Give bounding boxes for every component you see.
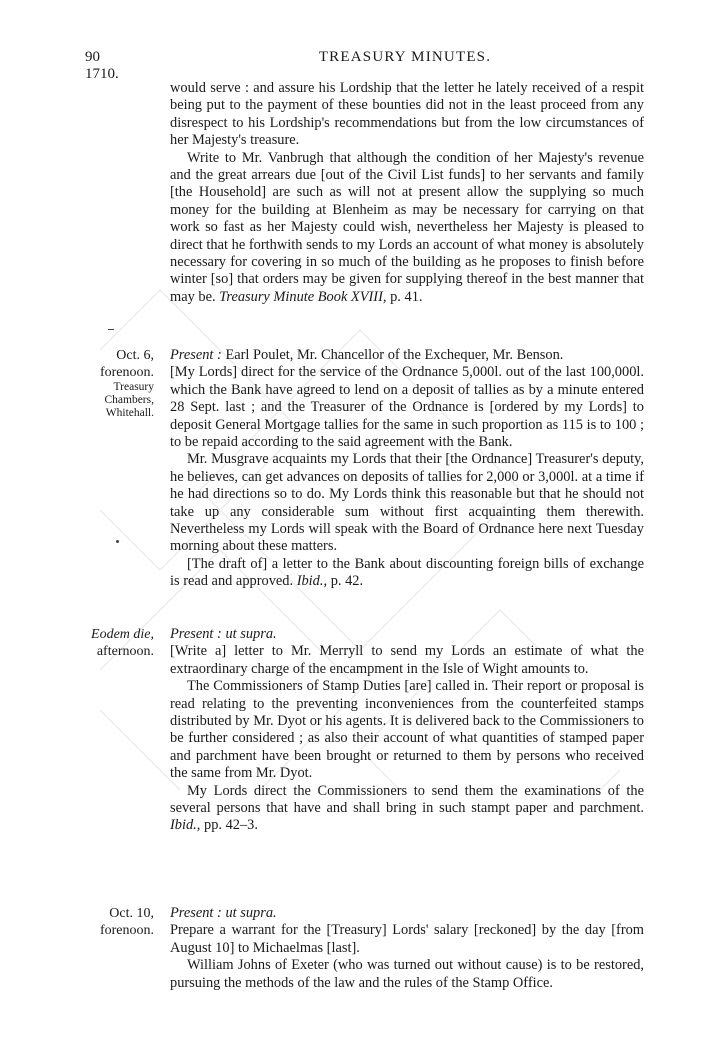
entry-body — [170, 347, 644, 591]
page-number: 90 — [85, 49, 100, 65]
present-line: Present : Earl Poulet, Mr. Chancellor of the Exchequer, Mr. Benson. — [170, 347, 564, 363]
source-reference: Treasury Minute Book XVIII, — [219, 288, 387, 305]
entry-paragraph: [My Lords] direct for the service of the Ordnance 5,000l. out of the last 100,000l. which the Bank have agreed to lend on a deposit of tallies as by a minute entered 28 Sept. last ; and the Treasurer of the Ordnance is [ordered by my Lords] to deposit General Mortgage tallies for the same in such proportion as 115 is to 100 ; to be repaid according to the said agreement with the Bank. — [170, 364, 644, 451]
entry-paragraph: William Johns of Exeter (who was turned out without cause) is to be restored, pursuing the methods of the law and the rules of the Stamp Office. — [170, 957, 644, 991]
source-reference: Ibid., — [296, 573, 328, 590]
source-page: p. 42. — [330, 573, 364, 590]
intro-body — [170, 80, 644, 306]
entry-paragraph: My Lords direct the Commissioners to send them the examinations of the several persons that have and shall bring in such stampt paper and parchment. Ibid., pp. 42–3. — [170, 782, 644, 834]
running-title: TREASURY MINUTES. — [318, 49, 492, 65]
source-page: p. 41. — [390, 288, 423, 305]
margin-dash — [108, 329, 114, 330]
entry-paragraph: [Write a] letter to Mr. Merryll to send my Lords an estimate of what the extraordinary charge of the encampment in the Isle of Wight amounts to. — [170, 643, 644, 677]
present-line: Present : ut supra. — [170, 626, 277, 642]
entry-paragraph: The Commissioners of Stamp Duties [are] called in. Their report or proposal is read relating to the preventing inconveniences from the counterfeited stamps distributed by Mr. Dyot or his agents. It is delivered back to the Commissioners to be further considered ; as also their account of what quantities of stamped paper and parchment have been brought or returned to them by persons who received the same from Mr. Dyot. — [170, 678, 644, 782]
entry-body — [170, 905, 644, 992]
intro-paragraph-1: would serve : and assure his Lordship that the letter he lately received of a respit being put to the payment of these bounties did not in the least proceed from any disrespect to his Lordship's recommendations but from the low circumstances of her Majesty's treasure. — [170, 80, 644, 149]
margin-date: Oct. 10, forenoon. — [99, 906, 154, 938]
source-reference: Ibid., — [170, 817, 201, 834]
entry-paragraph: [The draft of] a letter to the Bank about discounting foreign bills of exchange is read and approved. Ibid., p. 42. — [170, 555, 644, 590]
margin-date: Oct. 6, forenoon. Treasury Chambers, Whitehall. — [99, 348, 154, 419]
margin-date: Eodem die, afternoon. — [91, 627, 154, 659]
entry-paragraph: Prepare a warrant for the [Treasury] Lords' salary [reckoned] by the day [from August 10] to Michaelmas [last]. — [170, 922, 644, 956]
entry-body — [170, 626, 644, 835]
present-line: Present : ut supra. — [170, 905, 277, 921]
margin-dot — [116, 540, 119, 543]
margin-year: 1710. — [85, 66, 119, 82]
intro-paragraph-2: Write to Mr. Vanbrugh that although the condition of her Majesty's revenue and the great arrears due [out of the Civil List funds] to her servants and family [the Household] are such as will not at present allow the supplying so much money for the building at Blenheim as may be necessary for carrying on that work so fast as her Majesty could wish, nevertheless her Majesty is pleased to direct that he forthwith sends to my Lords an account of what money is absolutely necessary for covering in so much of the building as he proposes to finish before winter [so] that orders may be given for supplying thereof in the best manner that may be. Treasury Minute Book XVIII, p. 41. — [170, 149, 644, 305]
source-page: pp. 42–3. — [204, 817, 258, 834]
entry-paragraph: Mr. Musgrave acquaints my Lords that their [the Ordnance] Treasurer's deputy, he believes, can get advances on deposits of tallies for 2,000 or 3,000l. at a time if he had directions so to do. My Lords think this reasonable but that he should not take up any considerable sum without first acquainting them therewith. Nevertheless my Lords will speak with the Board of Ordnance here next Tuesday morning about these matters. — [170, 451, 644, 555]
